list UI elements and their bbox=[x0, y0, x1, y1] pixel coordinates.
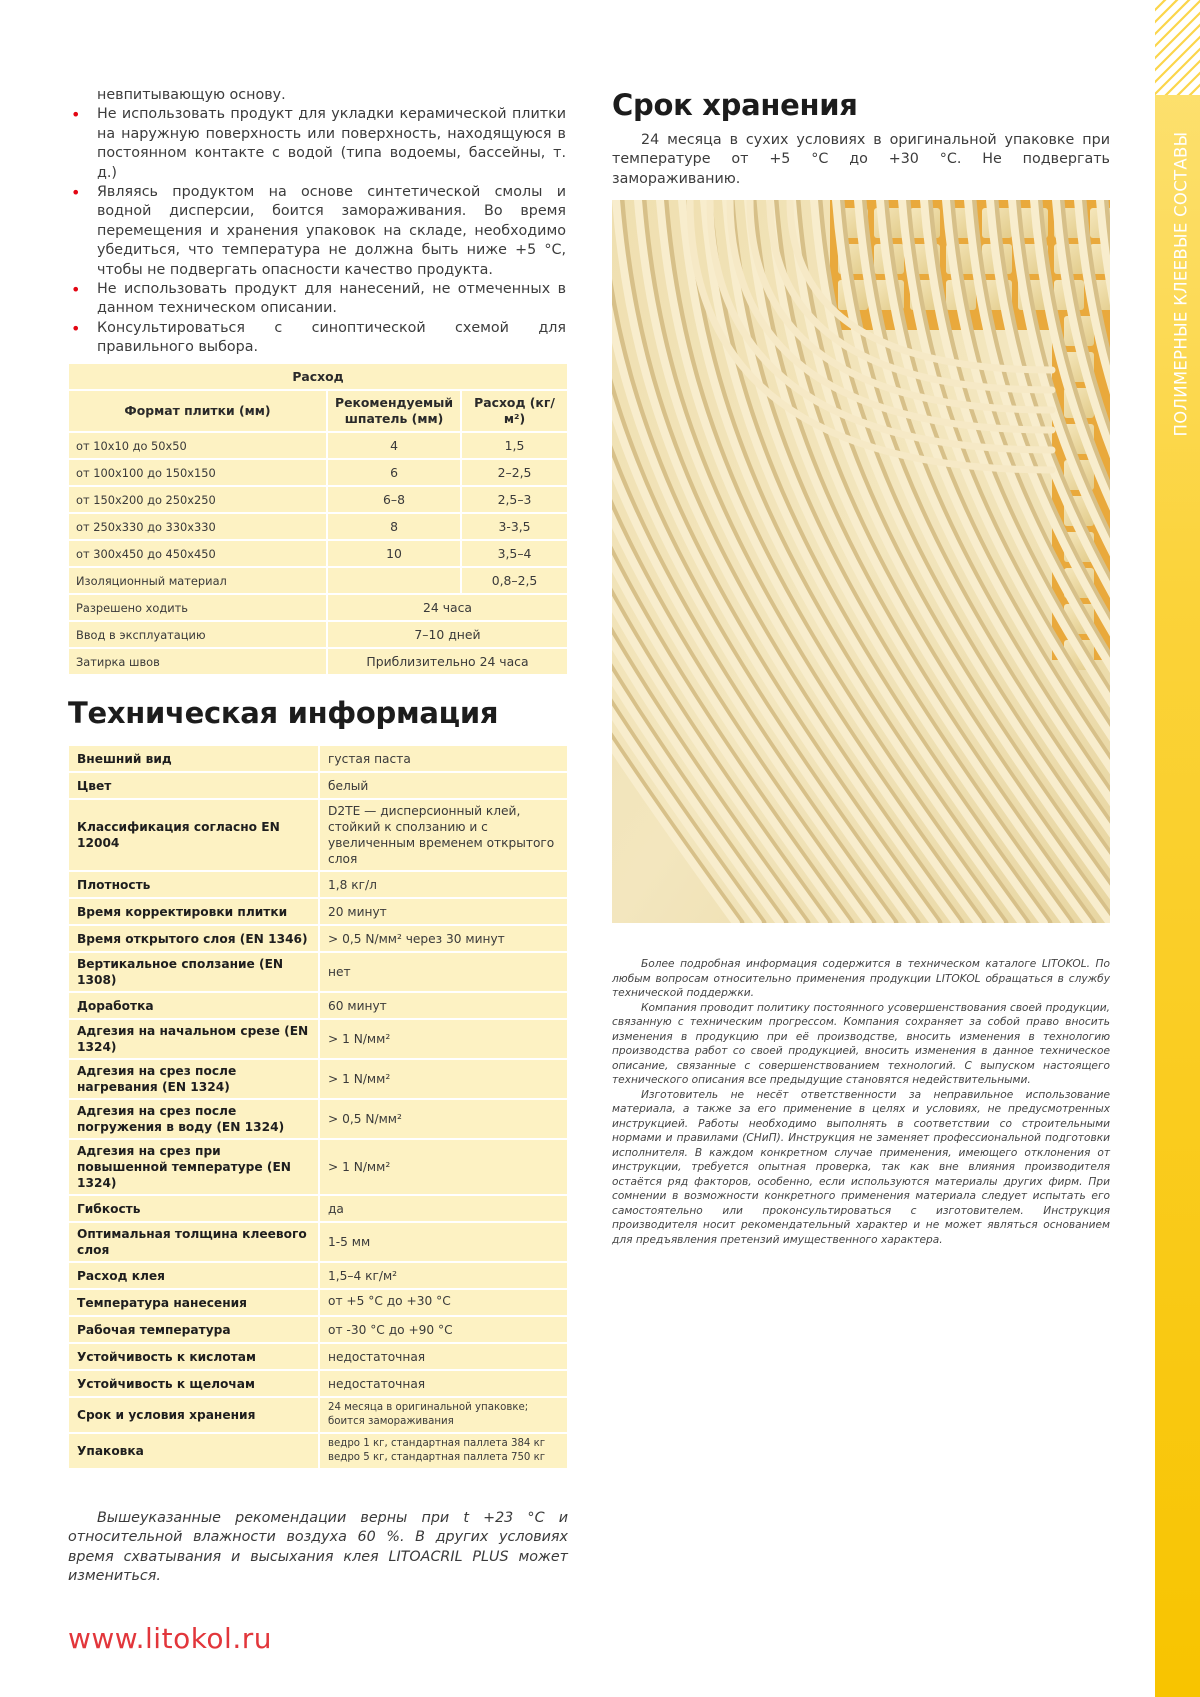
table-row bbox=[69, 487, 567, 512]
table-cell: 3-3,5 bbox=[462, 514, 567, 539]
table-row bbox=[69, 649, 567, 674]
tech-property: Адгезия на срез после нагревания (EN 1324) bbox=[69, 1060, 318, 1098]
table-cell: от 250х330 до 330х330 bbox=[69, 514, 326, 539]
table-cell: 6 bbox=[328, 460, 460, 485]
tech-row bbox=[69, 899, 567, 924]
storage-text: 24 месяца в сухих условиях в оригинальной упаковке при температуре от +5 °С до +30 °С. Не подвергать замораживанию. bbox=[612, 132, 1110, 187]
tech-row bbox=[69, 773, 567, 798]
tech-value: > 0,5 N/мм² bbox=[320, 1100, 567, 1138]
tech-value: ведро 1 кг, стандартная паллета 384 кг ведро 5 кг, стандартная паллета 750 кг bbox=[320, 1434, 567, 1468]
tech-row bbox=[69, 1263, 567, 1288]
tech-value: > 1 N/мм² bbox=[320, 1140, 567, 1194]
tech-property: Плотность bbox=[69, 872, 318, 897]
tech-row bbox=[69, 953, 567, 991]
table-cell: 6–8 bbox=[328, 487, 460, 512]
tech-value: 20 минут bbox=[320, 899, 567, 924]
warnings-list bbox=[68, 86, 566, 358]
bullet-item bbox=[68, 183, 566, 280]
sidebar-stripes bbox=[1155, 0, 1200, 95]
tech-row bbox=[69, 1196, 567, 1221]
table-cell: от 150х200 до 250х250 bbox=[69, 487, 326, 512]
tech-row bbox=[69, 1020, 567, 1058]
col-header-consumption: Расход (кг/м²) bbox=[462, 391, 567, 431]
col-header-format: Формат плитки (мм) bbox=[69, 391, 326, 431]
tech-property: Устойчивость к кислотам bbox=[69, 1344, 318, 1369]
disclaimer-paragraph: Более подробная информация содержится в техническом каталоге LITOKOL. По любым вопросам относительно применения продукции LITOKOL обращаться в службу технической поддержки. bbox=[612, 958, 1110, 999]
tech-property: Внешний вид bbox=[69, 746, 318, 771]
tech-property: Устойчивость к щелочам bbox=[69, 1371, 318, 1396]
tech-row bbox=[69, 926, 567, 951]
disclaimer-paragraph: Изготовитель не несёт ответственности за неправильное использование материала, а также за его применение в целях и условиях, не предусмотренных инструкцией. Работы необходимо выполнять в соответствии со строительными нормами и правилами (СНиП). Инструкция не заменяет профессиональной подготовки исполнителя. В каждом конкретном случае применения, имеющего отклонения от инструкции, требуется опытная проверка, так как вне влияния производителя остаётся ряд факторов, особенно, если используются материалы других фирм. При сомнении в возможности конкретного применения материала следует испытать его самостоятельно или проконсультироваться с изготовителем. Инструкция производителя носит рекомендательный характер и не может являться основанием для предъявления претензий имущественного характера. bbox=[612, 1088, 1110, 1246]
tech-property: Адгезия на начальном срезе (EN 1324) bbox=[69, 1020, 318, 1058]
tech-row bbox=[69, 1140, 567, 1194]
table-cell: от 10х10 до 50х50 bbox=[69, 433, 326, 458]
tech-property: Расход клея bbox=[69, 1263, 318, 1288]
tech-row bbox=[69, 993, 567, 1018]
sidebar-label-text: ПОЛИМЕРНЫЕ КЛЕЕВЫЕ СОСТАВЫ bbox=[1171, 131, 1191, 437]
tech-value: D2TE — дисперсионный клей, стойкий к сползанию и с увеличенным временем открытого слоя bbox=[320, 800, 567, 870]
tech-value: недостаточная bbox=[320, 1344, 567, 1369]
tech-property: Срок и условия хранения bbox=[69, 1398, 318, 1432]
disclaimer bbox=[612, 957, 1110, 1247]
tech-info-table bbox=[67, 744, 569, 1470]
bullet-dot-icon: • bbox=[71, 318, 81, 338]
tech-value: 24 месяца в оригинальной упаковке; боится замораживания bbox=[320, 1398, 567, 1432]
tech-row bbox=[69, 746, 567, 771]
website-link[interactable]: www.litokol.ru bbox=[68, 1622, 272, 1655]
bullet-item bbox=[68, 105, 566, 183]
table-row bbox=[69, 541, 567, 566]
tech-value: 60 минут bbox=[320, 993, 567, 1018]
tech-value: от -30 °С до +90 °С bbox=[320, 1317, 567, 1342]
storage-title: Срок хранения bbox=[612, 88, 858, 122]
bullet-item bbox=[68, 319, 566, 358]
table-cell: Разрешено ходить bbox=[69, 595, 326, 620]
sidebar-category-label bbox=[1171, 131, 1191, 437]
tech-info-title: Техническая информация bbox=[68, 696, 499, 730]
tech-row bbox=[69, 1060, 567, 1098]
tech-property: Доработка bbox=[69, 993, 318, 1018]
tech-row bbox=[69, 1371, 567, 1396]
tech-value: 1,5–4 кг/м² bbox=[320, 1263, 567, 1288]
table-cell: 2,5–3 bbox=[462, 487, 567, 512]
tech-property: Время открытого слоя (EN 1346) bbox=[69, 926, 318, 951]
adhesive-trowel-photo bbox=[612, 200, 1110, 923]
tech-value: недостаточная bbox=[320, 1371, 567, 1396]
table-cell: 4 bbox=[328, 433, 460, 458]
tech-property: Температура нанесения bbox=[69, 1290, 318, 1315]
bullet-text: Являясь продуктом на основе синтетической смолы и водной дисперсии, боится замораживания. Во время перемещения и хранения упаковок на складе, необходимо убедиться, что температура не должна быть ниже +5 °С, чтобы не подвергать опасности качество продукта. bbox=[97, 184, 566, 278]
table-cell: 8 bbox=[328, 514, 460, 539]
consumption-table bbox=[67, 362, 569, 676]
tech-property: Цвет bbox=[69, 773, 318, 798]
table-cell: Ввод в эксплуатацию bbox=[69, 622, 326, 647]
table-cell: 10 bbox=[328, 541, 460, 566]
tech-value: от +5 °С до +30 °С bbox=[320, 1290, 567, 1315]
table-row bbox=[69, 568, 567, 593]
tech-value: > 0,5 N/мм² через 30 минут bbox=[320, 926, 567, 951]
table-row bbox=[69, 433, 567, 458]
table-cell: 1,5 bbox=[462, 433, 567, 458]
tech-row bbox=[69, 800, 567, 870]
bullet-text: Не использовать продукт для нанесений, не отмеченных в данном техническом описании. bbox=[97, 281, 566, 317]
table-cell: 7–10 дней bbox=[328, 622, 567, 647]
tech-property: Рабочая температура bbox=[69, 1317, 318, 1342]
tech-property: Вертикальное сползание (EN 1308) bbox=[69, 953, 318, 991]
table-cell bbox=[328, 568, 460, 593]
tech-value: 1-5 мм bbox=[320, 1223, 567, 1261]
tech-property: Гибкость bbox=[69, 1196, 318, 1221]
table-cell: Приблизительно 24 часа bbox=[328, 649, 567, 674]
tech-value: > 1 N/мм² bbox=[320, 1020, 567, 1058]
tech-row bbox=[69, 1434, 567, 1468]
bullet-text: Консультироваться с синоптической схемой для правильного выбора. bbox=[97, 319, 566, 356]
tech-property: Классификация согласно EN 12004 bbox=[69, 800, 318, 870]
tech-row bbox=[69, 872, 567, 897]
tech-row bbox=[69, 1398, 567, 1432]
table-row bbox=[69, 595, 567, 620]
tech-row bbox=[69, 1100, 567, 1138]
bullet-dot-icon: • bbox=[71, 183, 81, 203]
tech-row bbox=[69, 1290, 567, 1315]
table-row bbox=[69, 460, 567, 485]
tech-value: 1,8 кг/л bbox=[320, 872, 567, 897]
bullet-dot-icon: • bbox=[71, 105, 81, 125]
tech-property: Оптимальная толщина клеевого слоя bbox=[69, 1223, 318, 1261]
tech-row bbox=[69, 1223, 567, 1261]
bullet-items bbox=[68, 105, 566, 357]
tech-value: белый bbox=[320, 773, 567, 798]
bullet-continuation: невпитывающую основу. bbox=[97, 87, 286, 103]
tech-row bbox=[69, 1344, 567, 1369]
tech-row bbox=[69, 1317, 567, 1342]
tech-property: Адгезия на срез при повышенной температуре (EN 1324) bbox=[69, 1140, 318, 1194]
table-cell: от 100х100 до 150х150 bbox=[69, 460, 326, 485]
consumption-title: Расход bbox=[69, 364, 567, 389]
table-cell: 3,5–4 bbox=[462, 541, 567, 566]
tech-value: густая паста bbox=[320, 746, 567, 771]
tech-value: да bbox=[320, 1196, 567, 1221]
table-cell: 2–2,5 bbox=[462, 460, 567, 485]
col-header-trowel: Рекомендуемый шпатель (мм) bbox=[328, 391, 460, 431]
table-row bbox=[69, 622, 567, 647]
tech-property: Адгезия на срез после погружения в воду (EN 1324) bbox=[69, 1100, 318, 1138]
table-cell: Изоляционный материал bbox=[69, 568, 326, 593]
tech-value: нет bbox=[320, 953, 567, 991]
table-cell: Затирка швов bbox=[69, 649, 326, 674]
table-cell: от 300х450 до 450х450 bbox=[69, 541, 326, 566]
bullet-item bbox=[68, 280, 566, 319]
table-cell: 0,8–2,5 bbox=[462, 568, 567, 593]
tech-property: Время корректировки плитки bbox=[69, 899, 318, 924]
disclaimer-paragraph: Компания проводит политику постоянного усовершенствования своей продукции, связанную с техническим прогрессом. Компания сохраняет за собой право вносить изменения в продукцию при её производстве, вносить изменения в технологию производства работ со своей продукцией, вносить изменения в данное техническое описание, связанные с совершенствованием технологий. С выпуском настоящего технического описания все предыдущие становятся недействительными. bbox=[612, 1001, 1110, 1086]
tech-value: > 1 N/мм² bbox=[320, 1060, 567, 1098]
table-cell: 24 часа bbox=[328, 595, 567, 620]
bullet-text: Не использовать продукт для укладки керамической плитки на наружную поверхность или поверхность, находящуюся в постоянном контакте с водой (типа водоемы, бассейны, т. д.) bbox=[97, 106, 566, 181]
conditions-note: Вышеуказанные рекомендации верны при t +23 °С и относительной влажности воздуха 60 %. В других условиях время схватывания и высыхания клея LITOACRIL PLUS может измениться. bbox=[68, 1510, 568, 1585]
table-row bbox=[69, 514, 567, 539]
bullet-dot-icon: • bbox=[71, 280, 81, 300]
tech-property: Упаковка bbox=[69, 1434, 318, 1468]
